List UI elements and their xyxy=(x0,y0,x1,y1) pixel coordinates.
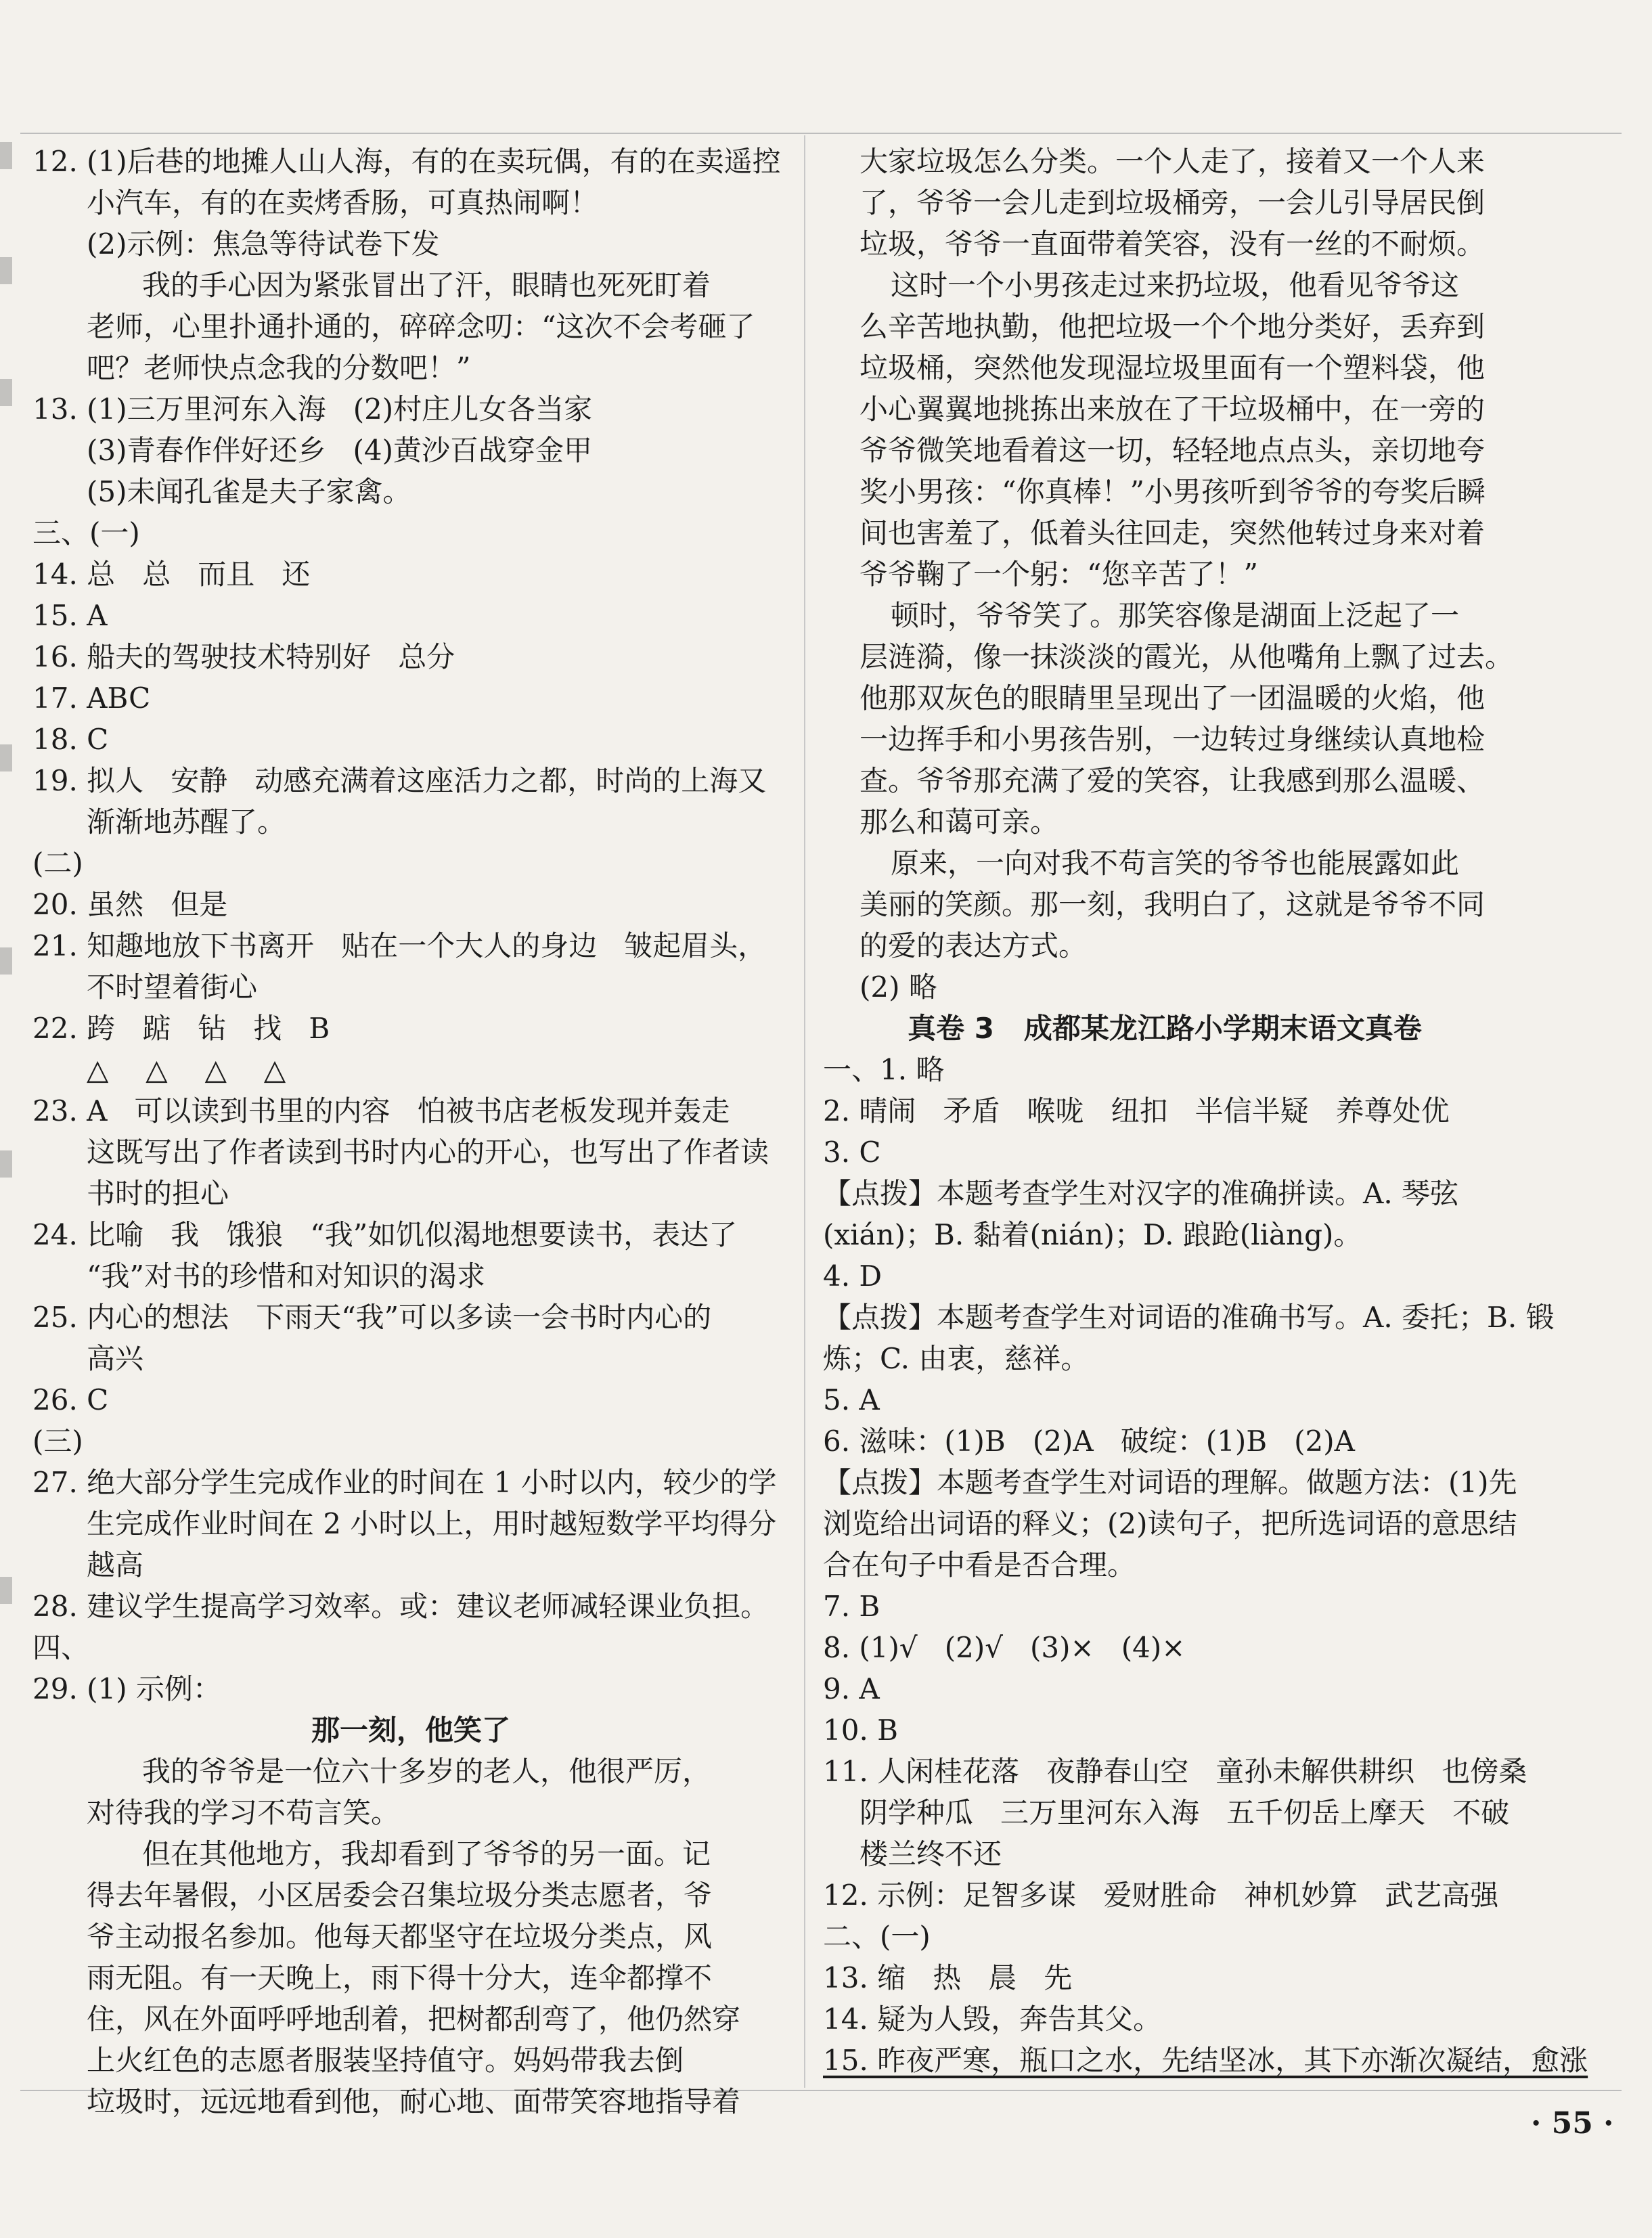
binding-edge-mark xyxy=(0,142,12,169)
left-column xyxy=(32,141,789,2122)
binding-edge-mark xyxy=(0,744,12,771)
text-line: 顿时，爷爷笑了。那笑容像是湖面上泛起了一 xyxy=(891,599,1460,632)
text-line: 爷主动报名参加。他每天都坚守在垃圾分类点，风 xyxy=(87,1920,713,1953)
text-line: 18. C xyxy=(32,723,109,756)
text-line: 22. 跨 踮 钻 找 B xyxy=(32,1012,330,1045)
text-line: 越高 xyxy=(87,1548,144,1582)
text-line: 二、(一) xyxy=(823,1920,931,1953)
text-line: 他那双灰色的眼睛里呈现出了一团温暖的火焰，他 xyxy=(860,681,1486,715)
text-line: 6. 滋味：(1)B (2)A 破绽：(1)B (2)A xyxy=(823,1425,1355,1458)
text-line: 21. 知趣地放下书离开 贴在一个大人的身边 皱起眉头， xyxy=(32,929,767,962)
text-line: 5. A xyxy=(823,1383,880,1416)
text-line: 三、(一) xyxy=(32,516,140,550)
text-line: 29. (1) 示例： xyxy=(32,1672,221,1705)
text-line: 吧？老师快点念我的分数吧！” xyxy=(87,351,471,384)
text-line: 28. 建议学生提高学习效率。或：建议老师减轻课业负担。 xyxy=(32,1590,769,1623)
text-line: 垃圾时，远远地看到他，耐心地、面带笑容地指导着 xyxy=(87,2085,741,2118)
text-line: 雨无阻。有一天晚上，雨下得十分大，连伞都撑不 xyxy=(87,1961,713,1994)
text-line: 27. 绝大部分学生完成作业的时间在 1 小时以内，较少的学 xyxy=(32,1466,777,1499)
text-line: 一边挥手和小男孩告别，一边转过身继续认真地检 xyxy=(860,723,1486,756)
text-line: 8. (1)√ (2)√ (3)× (4)× xyxy=(823,1631,1186,1664)
text-line: 合在句子中看是否合理。 xyxy=(823,1548,1136,1582)
text-line: 垃圾桶，突然他发现湿垃圾里面有一个塑料袋，他 xyxy=(860,351,1486,384)
top-rule xyxy=(20,133,1622,134)
text-line: 14. 疑为人毁，奔告其父。 xyxy=(823,2002,1162,2036)
text-line: 间也害羞了，低着头往回走，突然他转过身来对着 xyxy=(860,516,1486,550)
column-divider xyxy=(804,135,805,2088)
text-line: 楼兰终不还 xyxy=(860,1837,1002,1871)
text-line: 10. B xyxy=(823,1714,899,1747)
text-line: 12. (1)后巷的地摊人山人海，有的在卖玩偶，有的在卖遥控 xyxy=(32,145,781,178)
text-line: (3)青春作伴好还乡 (4)黄沙百战穿金甲 xyxy=(87,434,593,467)
right-column xyxy=(823,141,1588,2081)
text-line: 我的手心因为紧张冒出了汗，眼睛也死死盯着 xyxy=(142,269,711,302)
text-line: 2. 晴闹 矛盾 喉咙 纽扣 半信半疑 养尊处优 xyxy=(823,1094,1450,1127)
text-line: 垃圾，爷爷一直面带着笑容，没有一丝的不耐烦。 xyxy=(860,227,1486,261)
section-title: 那一刻，他笑了 xyxy=(311,1714,510,1747)
text-line: 17. ABC xyxy=(32,681,151,715)
text-line: 7. B xyxy=(823,1590,880,1623)
text-line: 小汽车，有的在卖烤香肠，可真热闹啊！ xyxy=(87,186,599,219)
text-line: 但在其他地方，我却看到了爷爷的另一面。记 xyxy=(142,1837,711,1871)
text-line: 我的爷爷是一位六十多岁的老人，他很严厉， xyxy=(142,1755,711,1788)
text-line: 书时的担心 xyxy=(87,1177,229,1210)
text-line: △△△△ xyxy=(87,1053,323,1086)
text-line: 的爱的表达方式。 xyxy=(860,929,1088,962)
text-line: 美丽的笑颜。那一刻，我明白了，这就是爷爷不同 xyxy=(860,888,1486,921)
text-line: 阴学种瓜 三万里河东入海 五千仞岳上摩天 不破 xyxy=(860,1796,1510,1829)
text-line: 13. (1)三万里河东入海 (2)村庄儿女各当家 xyxy=(32,393,593,426)
binding-edge-mark xyxy=(0,1150,12,1178)
text-line: 了，爷爷一会儿走到垃圾桶旁，一会儿引导居民倒 xyxy=(860,186,1486,219)
text-line: 那么和蔼可亲。 xyxy=(860,805,1059,838)
text-line: 小心翼翼地挑拣出来放在了干垃圾桶中，在一旁的 xyxy=(860,393,1486,426)
text-line: 老师，心里扑通扑通的，碎碎念叨：“这次不会考砸了 xyxy=(87,310,755,343)
binding-edge-mark xyxy=(0,1577,12,1604)
text-line: 20. 虽然 但是 xyxy=(32,888,228,921)
text-line: 26. C xyxy=(32,1383,109,1416)
text-line: 炼；C. 由衷，慈祥。 xyxy=(823,1342,1090,1375)
text-line: 生完成作业时间在 2 小时以上，用时越短数学平均得分 xyxy=(87,1507,777,1540)
text-line: 渐渐地苏醒了。 xyxy=(87,805,286,838)
text-line: 【点拨】本题考查学生对汉字的准确拼读。A. 琴弦 xyxy=(823,1177,1459,1210)
text-line: 住，风在外面呼呼地刮着，把树都刮弯了，他仍然穿 xyxy=(87,2002,741,2036)
text-line: 9. A xyxy=(823,1672,880,1705)
text-line: 浏览给出词语的释义；(2)读句子，把所选词语的意思结 xyxy=(823,1507,1517,1540)
text-line: (2)示例：焦急等待试卷下发 xyxy=(87,227,440,261)
binding-edge-mark xyxy=(0,257,12,284)
text-line: 高兴 xyxy=(87,1342,144,1375)
text-line: (5)未闻孔雀是夫子家禽。 xyxy=(87,475,411,508)
section-title: 真卷 3 成都某龙江路小学期末语文真卷 xyxy=(908,1012,1422,1045)
text-line: 奖小男孩：“你真棒！”小男孩听到爷爷的夸奖后瞬 xyxy=(860,475,1486,508)
text-line: 12. 示例：足智多谋 爱财胜命 神机妙算 武艺高强 xyxy=(823,1879,1499,1912)
text-line: 16. 船夫的驾驶技术特别好 总分 xyxy=(32,640,455,673)
text-line: 上火红色的志愿者服装坚持值守。妈妈带我去倒 xyxy=(87,2044,684,2077)
binding-edge-mark xyxy=(0,379,12,406)
text-line: 11. 人闲桂花落 夜静春山空 童孙未解供耕织 也傍桑 xyxy=(823,1755,1527,1788)
text-line: 爷爷鞠了一个躬：“您辛苦了！” xyxy=(860,558,1258,591)
text-line: 这时一个小男孩走过来扔垃圾，他看见爷爷这 xyxy=(891,269,1460,302)
text-line: 【点拨】本题考查学生对词语的准确书写。A. 委托；B. 锻 xyxy=(823,1301,1555,1334)
text-line: 层涟漪，像一抹淡淡的霞光，从他嘴角上飘了过去。 xyxy=(860,640,1514,673)
text-line: 大家垃圾怎么分类。一个人走了，接着又一个人来 xyxy=(860,145,1486,178)
text-line: 得去年暑假，小区居委会召集垃圾分类志愿者，爷 xyxy=(87,1879,713,1912)
text-line: 24. 比喻 我 饿狼 “我”如饥似渴地想要读书，表达了 xyxy=(32,1218,738,1251)
text-line: 对待我的学习不苟言笑。 xyxy=(87,1796,400,1829)
text-line: (2) 略 xyxy=(860,970,937,1004)
text-line: 19. 拟人 安静 动感充满着这座活力之都，时尚的上海又 xyxy=(32,764,767,797)
text-line: 么辛苦地执勤，他把垃圾一个个地分类好，丢弃到 xyxy=(860,310,1486,343)
text-line: 13. 缩 热 晨 先 xyxy=(823,1961,1073,1994)
text-line: 爷爷微笑地看着这一切，轻轻地点点头，亲切地夸 xyxy=(860,434,1486,467)
text-line: “我”对书的珍惜和对知识的渴求 xyxy=(87,1259,485,1293)
text-line: 这既写出了作者读到书时内心的开心，也写出了作者读 xyxy=(87,1136,769,1169)
binding-edge-mark xyxy=(0,947,12,975)
text-line: 一、1. 略 xyxy=(823,1053,945,1086)
text-line: 25. 内心的想法 下雨天“我”可以多读一会书时内心的 xyxy=(32,1301,712,1334)
text-line: 4. D xyxy=(823,1259,883,1293)
text-line: 15. 昨夜严寒，瓶口之水，先结坚冰，其下亦渐次凝结，愈涨 xyxy=(823,2044,1588,2077)
text-line: 15. A xyxy=(32,599,108,632)
text-line: 查。爷爷那充满了爱的笑容，让我感到那么温暖、 xyxy=(860,764,1486,797)
text-line: 14. 总 总 而且 还 xyxy=(32,558,311,591)
text-line: (三) xyxy=(32,1425,83,1458)
text-line: 不时望着街心 xyxy=(87,970,258,1004)
text-line: (xián)；B. 黏着(nián)；D. 踉跄(liàng)。 xyxy=(823,1218,1362,1251)
text-line: 23. A 可以读到书里的内容 怕被书店老板发现并轰走 xyxy=(32,1094,730,1127)
text-line: 原来，一向对我不苟言笑的爷爷也能展露如此 xyxy=(891,847,1460,880)
text-line: 3. C xyxy=(823,1136,881,1169)
text-line: 【点拨】本题考查学生对词语的理解。做题方法：(1)先 xyxy=(823,1466,1517,1499)
text-line: 四、 xyxy=(32,1631,90,1664)
page-number: · 55 · xyxy=(1531,2106,1614,2141)
text-line: (二) xyxy=(32,847,83,880)
